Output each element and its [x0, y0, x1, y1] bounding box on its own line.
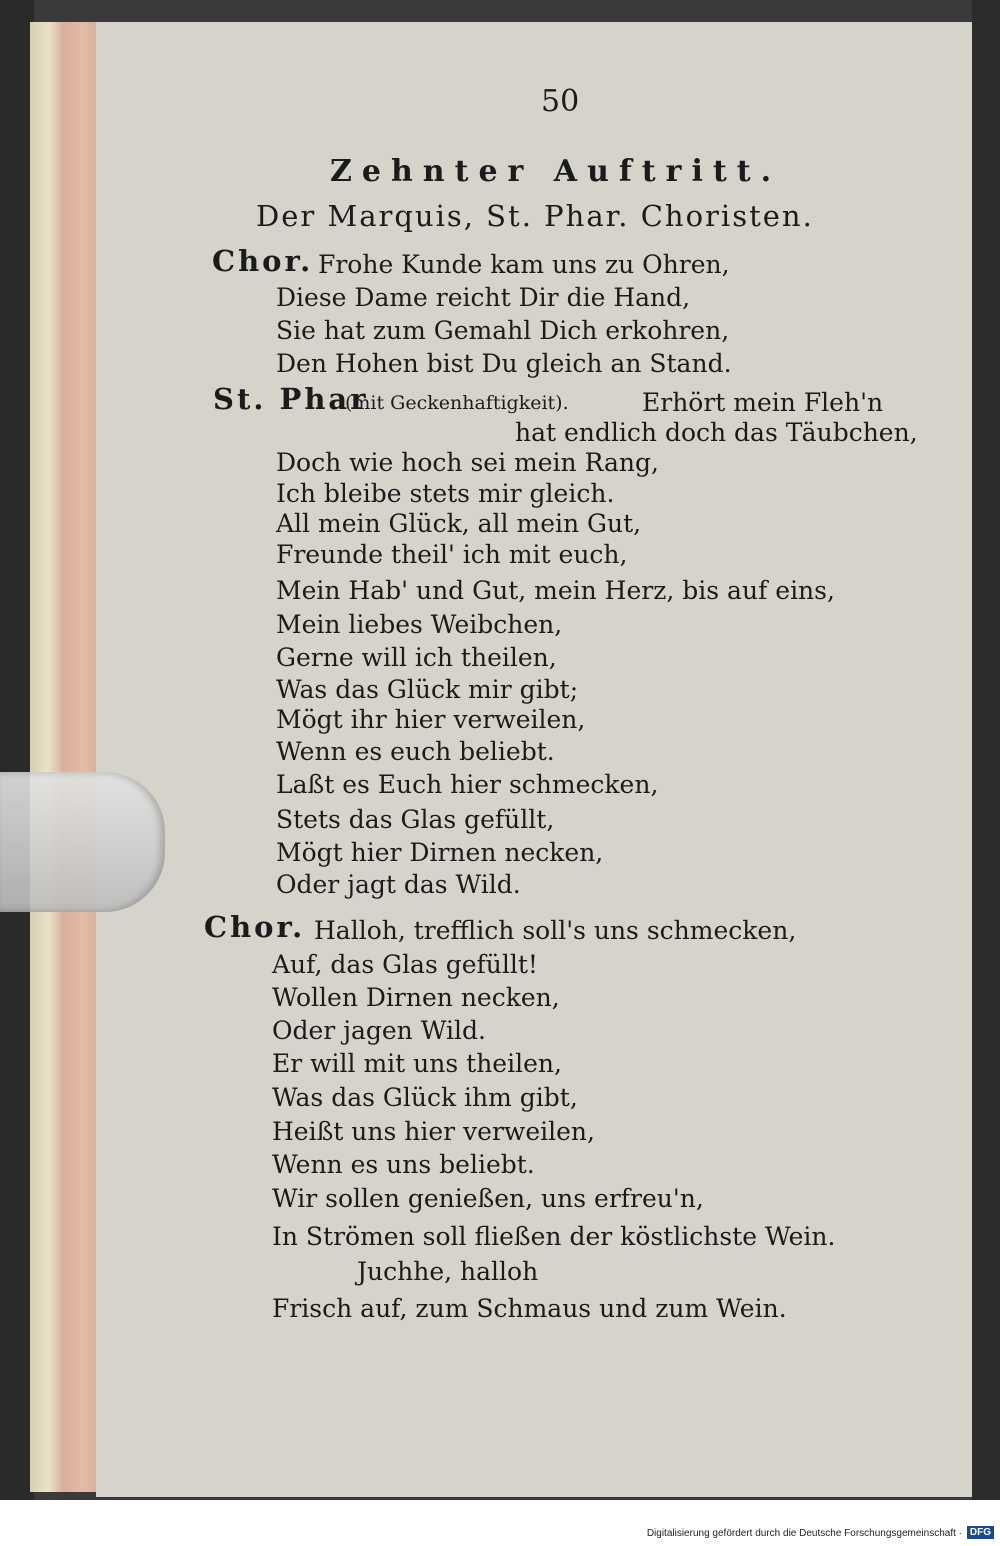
verse-line: Mein Hab' und Gut, mein Herz, bis auf eins, — [276, 576, 835, 605]
verse-line: Mein liebes Weibchen, — [276, 610, 563, 639]
stage-direction: (mit Geckenhaftigkeit). — [345, 392, 569, 414]
verse-line: Doch wie hoch sei mein Rang, — [276, 448, 659, 477]
verse-line: Wir sollen genießen, uns erfreu'n, — [272, 1184, 704, 1213]
dfg-logo: DFG — [967, 1526, 994, 1539]
verse-line: Wenn es uns beliebt. — [272, 1150, 535, 1179]
verse-line: Stets das Glas gefüllt, — [276, 805, 555, 834]
verse-line: Wollen Dirnen necken, — [272, 983, 560, 1012]
verse-line: Was das Glück ihm gibt, — [272, 1083, 578, 1112]
verse-line: Ich bleibe stets mir gleich. — [276, 479, 615, 508]
verse-line: Gerne will ich theilen, — [276, 643, 557, 672]
speaker-label: Chor. — [204, 910, 306, 944]
verse-line: All mein Glück, all mein Gut, — [276, 509, 642, 538]
speaker-label: Chor. — [212, 244, 314, 278]
verse-line: Sie hat zum Gemahl Dich erkohren, — [276, 316, 730, 345]
verse-line: Den Hohen bist Du gleich an Stand. — [276, 349, 732, 378]
verse-line: Diese Dame reicht Dir die Hand, — [276, 283, 691, 312]
footer-bar — [0, 1500, 1000, 1546]
verse-line: Wenn es euch beliebt. — [276, 737, 555, 766]
verse-line: Er will mit uns theilen, — [272, 1049, 562, 1078]
verse-line: Juchhe, halloh — [357, 1257, 539, 1286]
verse-line: Erhört mein Fleh'n — [642, 388, 884, 417]
page-number: 50 — [541, 84, 580, 119]
page-edges — [30, 22, 105, 1492]
verse-line: Oder jagt das Wild. — [276, 870, 521, 899]
book-edge-right — [972, 0, 1000, 1546]
verse-line: In Strömen soll fließen der köstlichste Wein. — [272, 1222, 836, 1251]
verse-line: Mögt hier Dirnen necken, — [276, 838, 604, 867]
verse-line: Halloh, trefflich soll's uns schmecken, — [314, 916, 797, 945]
verse-line: Oder jagen Wild. — [272, 1016, 486, 1045]
verse-line: Heißt uns hier verweilen, — [272, 1117, 595, 1146]
verse-line: Auf, das Glas gefüllt! — [272, 950, 538, 979]
verse-line: Laßt es Euch hier schmecken, — [276, 770, 659, 799]
verse-line: Was das Glück mir gibt; — [276, 675, 579, 704]
verse-line: Frisch auf, zum Schmaus und zum Wein. — [272, 1294, 787, 1323]
verse-line: Frohe Kunde kam uns zu Ohren, — [318, 250, 730, 279]
verse-line: Freunde theil' ich mit euch, — [276, 540, 628, 569]
page-clip-tab — [0, 772, 165, 912]
cast-list: Der Marquis, St. Phar. Choristen. — [256, 199, 814, 233]
speaker-label: St. Phar — [213, 382, 369, 416]
verse-line: Mögt ihr hier verweilen, — [276, 705, 586, 734]
verse-line: hat endlich doch das Täubchen, — [515, 418, 918, 447]
scene-heading: Zehnter Auftritt. — [330, 154, 782, 189]
funding-credit: Digitalisierung gefördert durch die Deutsche Forschungsgemeinschaft · — [646, 1528, 962, 1539]
